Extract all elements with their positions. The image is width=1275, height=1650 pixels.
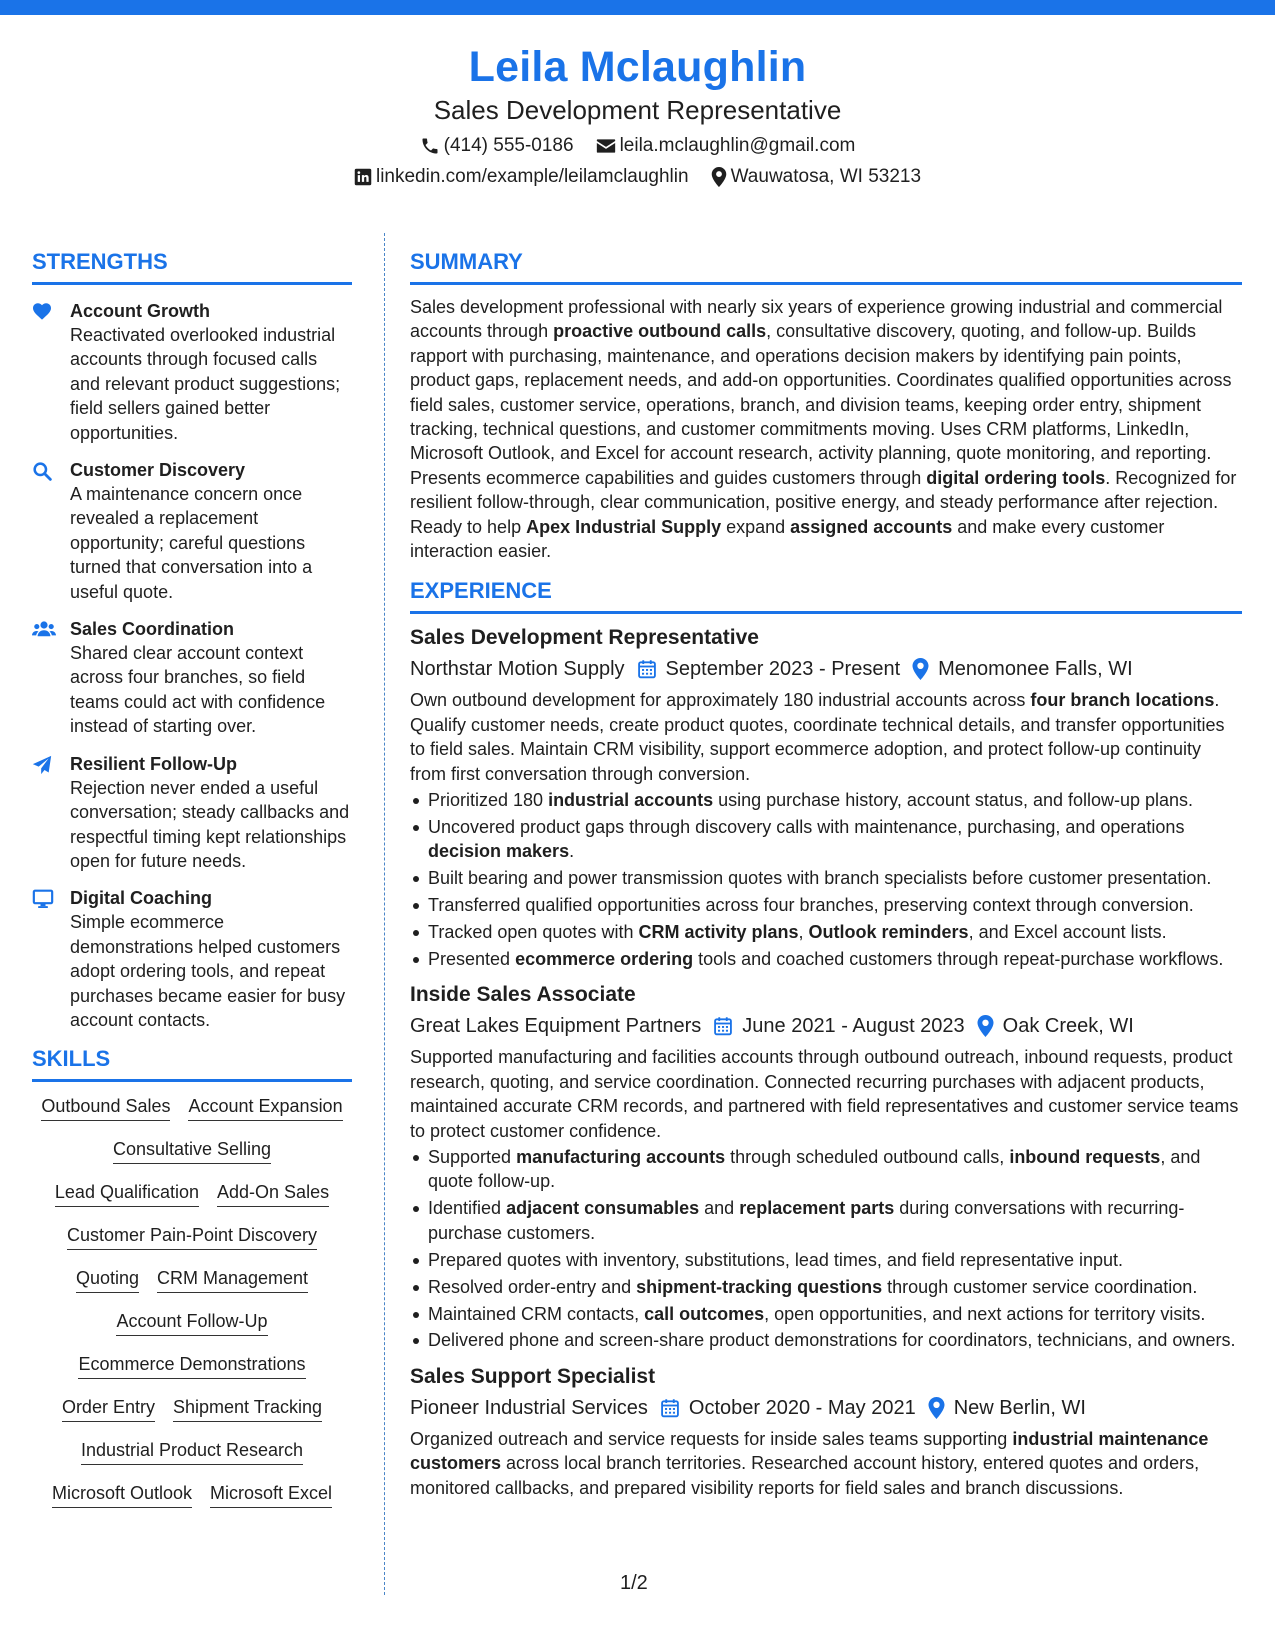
job-title: Sales Development Representative	[410, 626, 759, 650]
section-rule	[410, 611, 1242, 614]
job-dates: September 2023 - Present	[665, 658, 901, 681]
skill-tag: Industrial Product Research	[81, 1438, 303, 1465]
calendar-icon	[637, 659, 657, 679]
envelope-icon	[596, 137, 616, 155]
text-segment: Uncovered product gaps through discovery calls with maintenance, purchasing, and operations	[428, 817, 1185, 837]
text-segment: and make every customer interaction easier.	[410, 516, 1165, 562]
desktop-icon	[32, 886, 70, 1032]
bold-text: inbound requests	[1009, 1147, 1161, 1168]
skill-tag: Microsoft Outlook	[52, 1481, 192, 1508]
column-divider	[384, 233, 385, 1595]
job-meta	[410, 1394, 1242, 1422]
map-pin-icon	[912, 658, 929, 680]
skill-tag: Account Follow-Up	[116, 1309, 267, 1336]
map-pin-icon	[977, 1015, 994, 1037]
calendar-icon	[660, 1398, 680, 1418]
job-location: Menomonee Falls, WI	[938, 658, 1133, 681]
bold-text: industrial accounts	[548, 790, 714, 811]
skill-tag: Consultative Selling	[113, 1137, 271, 1164]
bold-text: shipment-tracking questions	[636, 1276, 883, 1297]
bullet-item	[410, 893, 1242, 917]
skill-row	[32, 1094, 352, 1121]
strength-body	[70, 458, 352, 604]
strengths-heading: STRENGTHS	[32, 249, 168, 274]
text-segment: Prepared quotes with inventory, substitutions, lead times, and field representative input.	[428, 1249, 1124, 1270]
text-segment: through scheduled outbound calls,	[725, 1147, 1010, 1168]
bold-text: assigned accounts	[790, 516, 953, 537]
skill-tag: Quoting	[76, 1266, 139, 1293]
text-segment: and	[699, 1198, 740, 1219]
bold-text: ecommerce ordering	[515, 949, 694, 970]
skill-tag: Outbound Sales	[41, 1094, 170, 1121]
top-accent-bar	[0, 0, 1275, 15]
strength-description: Simple ecommerce demonstrations helped customers adopt ordering tools, and repeat purchases became easier for busy account contacts.	[70, 912, 346, 1030]
bullet-item	[410, 866, 1242, 890]
text-segment: Built bearing and power transmission quotes with branch specialists before customer presentation.	[428, 868, 1212, 889]
job-description	[410, 688, 1242, 786]
bold-text: adjacent consumables	[506, 1198, 700, 1219]
text-segment: Maintained CRM contacts,	[428, 1303, 645, 1324]
text-segment: expand	[721, 516, 791, 537]
location-contact	[711, 164, 921, 190]
text-segment: Resolved order-entry and	[428, 1276, 637, 1297]
text-segment: .	[569, 841, 575, 862]
text-segment: Sales development professional with nearly six years of experience growing industrial and commercial accounts through	[410, 297, 1223, 342]
calendar-icon	[713, 1016, 733, 1036]
strength-body	[70, 299, 352, 445]
bullet-item	[410, 1275, 1242, 1299]
strength-item	[32, 886, 352, 1032]
strength-item	[32, 752, 352, 874]
email-contact[interactable]	[596, 133, 856, 159]
text-segment: tools and coached customers through repeat-purchase workflows.	[693, 949, 1224, 970]
bold-text: Outlook reminders	[808, 922, 969, 943]
skill-row	[32, 1395, 352, 1422]
skill-row	[32, 1309, 352, 1336]
heart-icon	[32, 299, 70, 445]
bold-text: industrial maintenance customers	[410, 1428, 1209, 1474]
text-segment: Presented	[428, 949, 516, 970]
bullet-item	[410, 1302, 1242, 1326]
strength-description: Rejection never ended a useful conversation; steady callbacks and respectful timing kept relationships open for future needs.	[70, 777, 350, 871]
skill-row	[32, 1180, 352, 1207]
text-segment: Supported	[428, 1147, 517, 1168]
bullet-item	[410, 1196, 1242, 1245]
job-entry	[410, 981, 1242, 1352]
bold-text: call outcomes	[644, 1303, 765, 1324]
paper-plane-icon	[32, 752, 70, 874]
text-segment: ,	[798, 922, 809, 943]
text-segment: , open opportunities, and next actions for territory visits.	[764, 1303, 1206, 1324]
contact-row-2	[0, 164, 1275, 190]
job-description	[410, 1427, 1242, 1500]
skill-tag: Ecommerce Demonstrations	[78, 1352, 305, 1379]
job-title: Sales Support Specialist	[410, 1364, 656, 1388]
bullet-item	[410, 1248, 1242, 1272]
skill-tag: Add-On Sales	[217, 1180, 329, 1207]
strength-item	[32, 458, 352, 604]
phone-text: (414) 555-0186	[443, 135, 574, 156]
bold-text: CRM activity plans	[638, 922, 799, 943]
bullet-item	[410, 920, 1242, 944]
text-segment: Identified	[428, 1198, 507, 1219]
strength-item	[32, 299, 352, 445]
map-pin-icon	[711, 167, 727, 187]
resume-header	[0, 40, 1275, 190]
job-meta	[410, 655, 1242, 683]
bold-text: four branch locations	[1030, 690, 1215, 711]
company-name: Northstar Motion Supply	[410, 658, 625, 681]
bullet-item	[410, 815, 1242, 864]
search-icon	[32, 458, 70, 604]
bullet-item	[410, 788, 1242, 812]
job-entry	[410, 1363, 1242, 1500]
skill-tag: Account Expansion	[188, 1094, 342, 1121]
skill-row	[32, 1137, 352, 1164]
strength-description: Shared clear account context across four branches, so field teams could act with confidence instead of starting over.	[70, 643, 326, 737]
job-title: Inside Sales Associate	[410, 983, 636, 1007]
company-name: Pioneer Industrial Services	[410, 1396, 648, 1419]
skills-list	[32, 1094, 352, 1508]
text-segment: . Recognized for resilient follow-through, clear communication, positive energy, and steady performance after rejection. Ready to help	[410, 467, 1237, 537]
bullet-item	[410, 1328, 1242, 1352]
bold-text: Apex Industrial Supply	[526, 516, 722, 537]
strength-title: Customer Discovery	[70, 460, 246, 481]
strength-title: Resilient Follow-Up	[70, 753, 238, 774]
skill-tag: Lead Qualification	[55, 1180, 199, 1207]
candidate-title: Sales Development Representative	[433, 95, 842, 125]
users-icon	[32, 617, 70, 739]
phone-contact	[420, 133, 574, 159]
job-meta	[410, 1012, 1242, 1040]
skill-tag: Customer Pain-Point Discovery	[67, 1223, 317, 1250]
email-text[interactable]: leila.mclaughlin@gmail.com	[619, 135, 856, 156]
text-segment: Organized outreach and service requests for inside sales teams supporting	[410, 1428, 1013, 1449]
bold-text: proactive outbound calls	[553, 321, 767, 342]
bold-text: replacement parts	[739, 1198, 895, 1219]
section-rule	[32, 1079, 352, 1082]
strength-title: Sales Coordination	[70, 619, 235, 640]
strength-body	[70, 617, 352, 739]
strength-body	[70, 886, 352, 1032]
text-segment: across local branch territories. Researched account history, entered quotes and orders, monitored callbacks, and prepared visibility reports for field sales and branch discussions.	[410, 1453, 1200, 1498]
skill-row	[32, 1352, 352, 1379]
job-dates: October 2020 - May 2021	[688, 1396, 916, 1419]
experience-list	[410, 624, 1242, 1500]
text-segment: Transferred qualified opportunities across four branches, preserving context through conversion.	[428, 895, 1194, 916]
linkedin-contact[interactable]	[354, 164, 689, 190]
right-column	[410, 248, 1242, 1500]
phone-icon	[420, 136, 440, 156]
skill-tag: Order Entry	[62, 1395, 155, 1422]
text-segment: Delivered phone and screen-share product demonstrations for coordinators, technicians, and owners.	[428, 1330, 1236, 1351]
skills-heading: SKILLS	[32, 1046, 111, 1072]
left-column	[32, 248, 352, 1524]
skill-row	[32, 1223, 352, 1250]
job-entry	[410, 624, 1242, 971]
experience-heading: EXPERIENCE	[410, 578, 552, 604]
skill-row	[32, 1266, 352, 1293]
strength-title: Account Growth	[70, 301, 210, 321]
strength-body	[70, 752, 352, 874]
section-rule	[410, 282, 1242, 285]
summary-text	[410, 295, 1242, 563]
job-bullets	[410, 1145, 1242, 1353]
skill-tag: Shipment Tracking	[173, 1395, 322, 1422]
job-location: Oak Creek, WI	[1002, 1015, 1134, 1038]
candidate-name: Leila Mclaughlin	[468, 43, 807, 91]
page-number: 1/2	[620, 1572, 648, 1594]
bullet-item	[410, 1145, 1242, 1194]
strength-description: A maintenance concern once revealed a replacement opportunity; careful questions turned that conversation into a useful quote.	[70, 484, 313, 602]
skill-row	[32, 1438, 352, 1465]
job-location: New Berlin, WI	[953, 1396, 1086, 1419]
bold-text: manufacturing accounts	[516, 1147, 726, 1168]
text-segment: . Qualify customer needs, create product quotes, coordinate technical details, and transfer opportunities to field sales. Maintain CRM visibility, support ecommerce adoption, and protect follow-up continuity from first conversation through conversion.	[410, 690, 1225, 784]
strength-title: Digital Coaching	[70, 888, 213, 909]
strength-item	[32, 617, 352, 739]
job-bullets	[410, 788, 1242, 971]
company-name: Great Lakes Equipment Partners	[410, 1015, 702, 1038]
map-pin-icon	[928, 1397, 945, 1419]
job-dates: June 2021 - August 2023	[742, 1015, 965, 1038]
job-description	[410, 1045, 1242, 1143]
text-segment: through customer service coordination.	[882, 1276, 1198, 1297]
text-segment: Tracked open quotes with	[428, 922, 639, 943]
text-segment: , and Excel account lists.	[968, 922, 1167, 943]
text-segment: using purchase history, account status, and follow-up plans.	[713, 790, 1194, 811]
text-segment: Own outbound development for approximately 180 industrial accounts across	[410, 690, 1031, 711]
text-segment: during conversations with recurring-purchase customers.	[428, 1198, 1185, 1243]
skill-tag: CRM Management	[157, 1266, 308, 1293]
section-rule	[32, 282, 352, 285]
skill-tag: Microsoft Excel	[210, 1481, 332, 1508]
skill-row	[32, 1481, 352, 1508]
text-segment: Supported manufacturing and facilities accounts through outbound outreach, inbound requests, product research, quoting, and service coordination. Connected recurring purchases with adjacent products, maintained accurate CRM records, and partnered with field representatives and customer service teams to protect customer confidence.	[410, 1047, 1239, 1141]
text-segment: Prioritized 180	[428, 790, 549, 811]
bold-text: decision makers	[428, 841, 570, 862]
linkedin-text[interactable]: linkedin.com/example/leilamclaughlin	[375, 166, 689, 187]
linkedin-icon	[354, 168, 372, 186]
strengths-list	[32, 299, 352, 1032]
strength-description: Reactivated overlooked industrial accounts through focused calls and relevant product suggestions; field sellers gained better opportunities.	[70, 325, 341, 443]
summary-heading: SUMMARY	[410, 249, 523, 274]
location-text: Wauwatosa, WI 53213	[730, 166, 922, 187]
bold-text: digital ordering tools	[926, 467, 1106, 488]
text-segment: , and quote follow-up.	[428, 1147, 1201, 1192]
text-segment: , consultative discovery, quoting, and follow-up. Builds rapport with purchasing, maintenance, and operations decision makers by identifying pain points, product gaps, replacement needs, and add-on opportunities. Coordinates qualified opportunities across field sales, customer service, operations, branch, and division teams, keeping order entry, shipment tracking, technical questions, and customer commitments moving. Uses CRM platforms, LinkedIn, Microsoft Outlook, and Excel for account research, activity planning, quote monitoring, and reporting. Presents ecommerce capabilities and guides customers through	[410, 321, 1232, 488]
contact-row-1	[0, 133, 1275, 159]
bullet-item	[410, 947, 1242, 971]
